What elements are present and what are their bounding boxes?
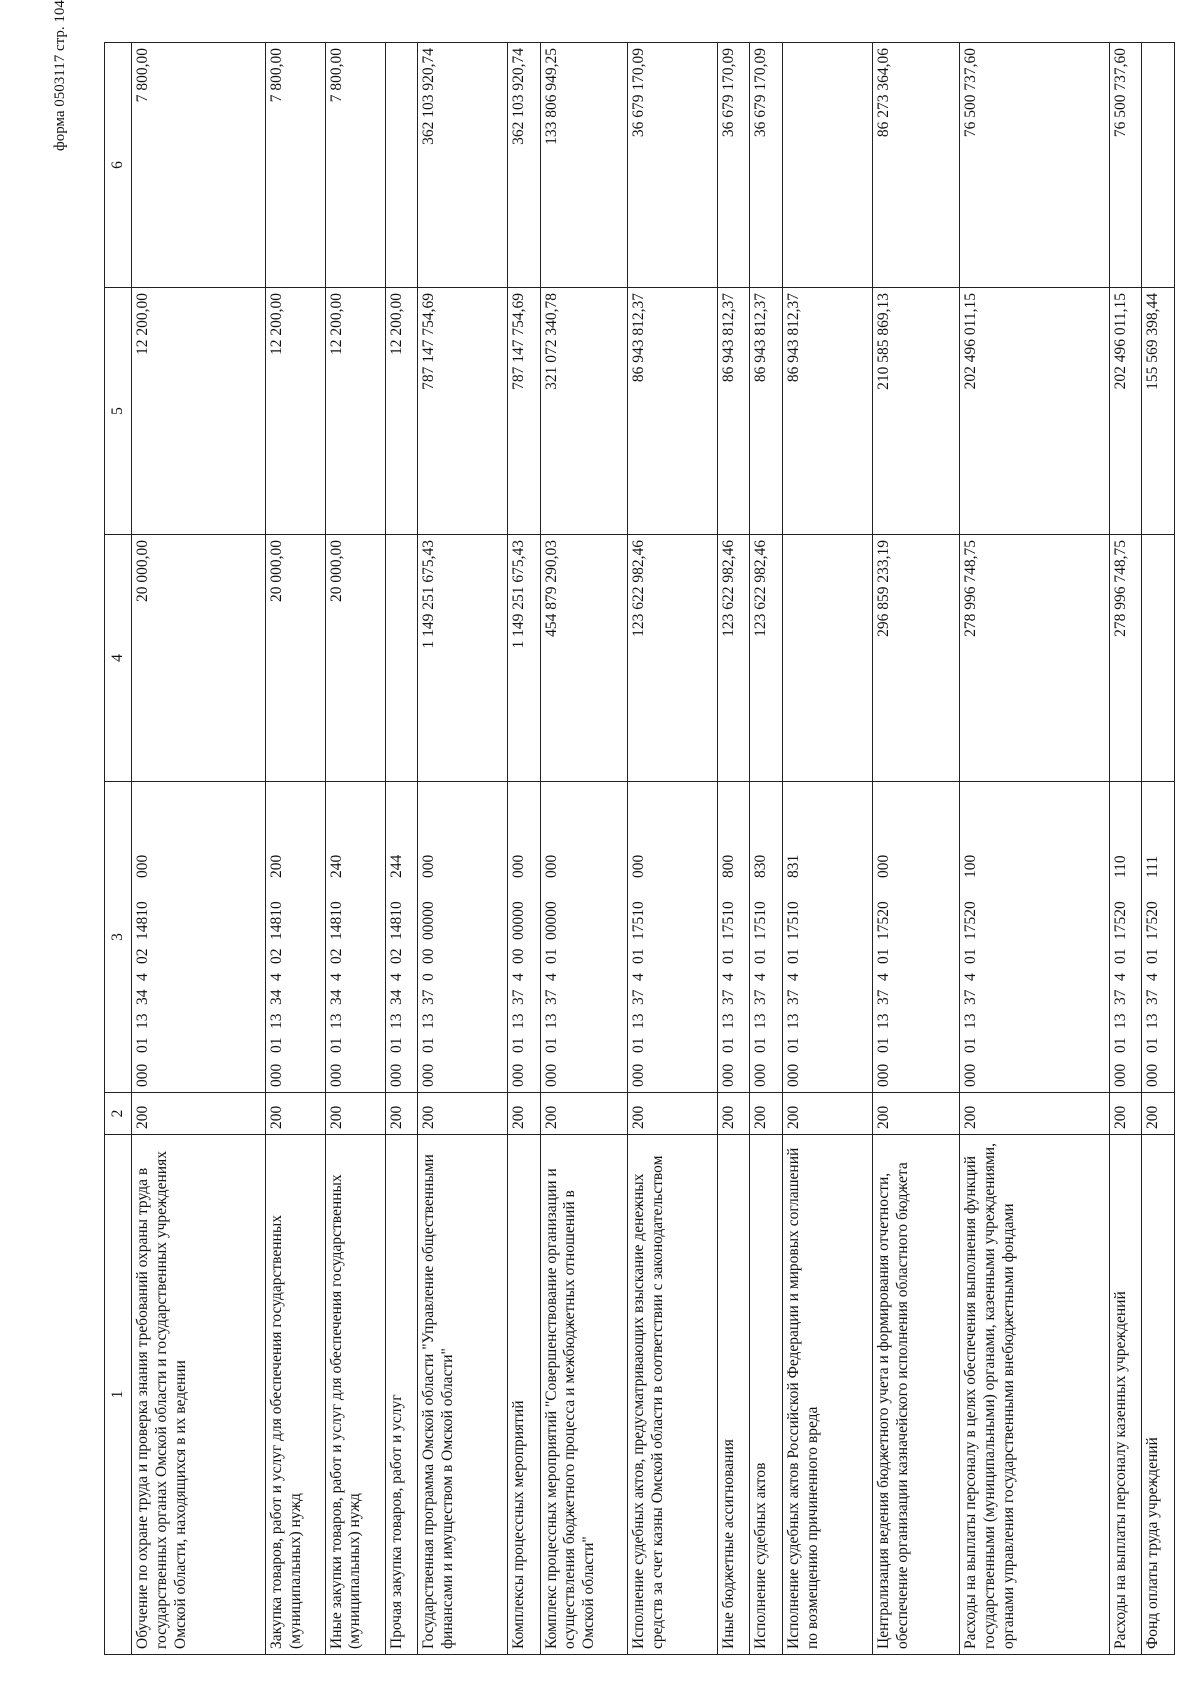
code-segment: 4 [1144,973,1162,981]
table-row [627,43,717,1655]
code-segment: 000 [719,1063,737,1087]
row-unexecuted-amount: 36 679 170,09 [750,43,783,288]
row-unexecuted-amount [1142,43,1175,288]
row-approved-amount: 1 149 251 675,43 [418,535,508,782]
row-name: Комплексы процессных мероприятий [507,1135,540,1655]
code-segment: 01 [874,1037,892,1053]
code-segment: 37 [784,989,802,1005]
code-segment: 000 [509,854,527,878]
code-segment: 000 [327,1063,345,1087]
code-segment: 831 [784,854,802,878]
code-segment: 13 [134,1013,152,1029]
row-line-code: 200 [418,1093,508,1135]
row-unexecuted-amount: 86 273 364,06 [872,43,959,288]
row-name: Иные закупки товаров, работ и услуг для обеспечения государственных (муниципальных) нужд [325,1135,385,1655]
row-unexecuted-amount: 76 500 737,60 [1109,43,1142,288]
code-segment: 01 [719,1037,737,1053]
code-segment: 01 [1144,1037,1162,1053]
row-approved-amount [782,535,872,782]
code-segment: 02 [134,948,152,964]
row-executed-amount: 86 943 812,37 [750,288,783,535]
row-approved-amount: 20 000,00 [265,535,325,782]
code-segment: 000 [1144,1063,1162,1087]
row-name: Комплекс процессных мероприятий "Совершенствование организации и осуществления бюджетного процесса и межбюджетных отношений в Омской области" [540,1135,627,1655]
row-classification-code [385,782,418,1093]
code-segment: 01 [784,1037,802,1053]
code-segment: 13 [629,1013,647,1029]
column-header-3: 3 [105,782,132,1093]
code-segment: 02 [327,948,345,964]
code-segment: 17510 [784,901,802,940]
code-segment: 4 [134,973,152,981]
table-row [1109,43,1142,1655]
row-name: Иные бюджетные ассигнования [717,1135,750,1655]
row-name: Централизация ведения бюджетного учета и формирования отчетности, обеспечение организации казначейского исполнения областного бюджета [872,1135,959,1655]
row-approved-amount: 123 622 982,46 [750,535,783,782]
row-classification-code [265,782,325,1093]
row-name: Исполнение судебных актов, предусматривающих взыскание денежных средств за счет казны Омской области в соответствии с законодательством [627,1135,717,1655]
code-segment: 4 [961,973,979,981]
row-unexecuted-amount [385,43,418,288]
row-unexecuted-amount: 36 679 170,09 [717,43,750,288]
row-name: Расходы на выплаты персоналу казенных учреждений [1109,1135,1142,1655]
code-segment: 14810 [387,901,405,940]
row-classification-code [959,782,1109,1093]
code-segment: 01 [874,948,892,964]
code-segment: 01 [752,948,770,964]
row-approved-amount: 278 996 748,75 [1109,535,1142,782]
row-executed-amount: 787 147 754,69 [507,288,540,535]
row-line-code: 200 [782,1093,872,1135]
row-classification-code [540,782,627,1093]
code-segment: 01 [134,1037,152,1053]
row-executed-amount: 12 200,00 [265,288,325,535]
column-header-2: 2 [105,1093,132,1135]
code-segment: 000 [420,1063,438,1087]
code-segment: 13 [542,1013,560,1029]
row-executed-amount: 86 943 812,37 [782,288,872,535]
code-segment: 01 [961,948,979,964]
row-line-code: 200 [750,1093,783,1135]
code-segment: 4 [719,973,737,981]
code-segment: 000 [874,1063,892,1087]
row-approved-amount: 20 000,00 [325,535,385,782]
column-number-row [105,43,132,1655]
code-segment: 01 [509,1037,527,1053]
row-executed-amount: 12 200,00 [385,288,418,535]
row-executed-amount: 321 072 340,78 [540,288,627,535]
expenditure-table [104,42,1175,1655]
row-classification-code [717,782,750,1093]
row-executed-amount: 202 496 011,15 [1109,288,1142,535]
row-executed-amount: 155 569 398,44 [1142,288,1175,535]
row-executed-amount: 86 943 812,37 [627,288,717,535]
code-segment: 000 [784,1063,802,1087]
code-segment: 4 [629,973,647,981]
row-executed-amount: 210 585 869,13 [872,288,959,535]
code-segment: 01 [961,1037,979,1053]
row-line-code: 200 [507,1093,540,1135]
table-row [540,43,627,1655]
row-classification-code [750,782,783,1093]
code-segment: 14810 [327,901,345,940]
code-segment: 01 [784,948,802,964]
row-executed-amount: 787 147 754,69 [418,288,508,535]
code-segment: 01 [1144,948,1162,964]
code-segment: 000 [387,1063,405,1087]
row-name: Прочая закупка товаров, работ и услуг [385,1135,418,1655]
code-segment: 00000 [420,901,438,940]
row-classification-code [507,782,540,1093]
code-segment: 000 [1111,1063,1129,1087]
row-executed-amount: 12 200,00 [132,288,266,535]
code-segment: 34 [267,989,285,1005]
row-unexecuted-amount: 7 800,00 [132,43,266,288]
row-name: Исполнение судебных актов [750,1135,783,1655]
code-segment: 01 [542,948,560,964]
code-segment: 37 [1111,989,1129,1005]
row-executed-amount: 86 943 812,37 [717,288,750,535]
code-segment: 13 [1111,1013,1129,1029]
code-segment: 000 [509,1063,527,1087]
row-line-code: 200 [959,1093,1109,1135]
code-segment: 00000 [542,901,560,940]
row-name: Государственная программа Омской области "Управление общественными финансами и имуществом в Омской области" [418,1135,508,1655]
code-segment: 01 [267,1037,285,1053]
row-line-code: 200 [1142,1093,1175,1135]
code-segment: 4 [327,973,345,981]
code-segment: 17510 [719,901,737,940]
code-segment: 111 [1144,855,1162,878]
row-approved-amount: 20 000,00 [132,535,266,782]
row-executed-amount: 202 496 011,15 [959,288,1109,535]
row-approved-amount: 296 859 233,19 [872,535,959,782]
code-segment: 000 [629,854,647,878]
row-name: Обучение по охране труда и проверка знания требований охраны труда в государственных органах Омской области и государственных учреждениях Омской области, находящихся в их ведении [132,1135,266,1655]
code-segment: 14810 [267,901,285,940]
row-unexecuted-amount: 7 800,00 [265,43,325,288]
code-segment: 37 [509,989,527,1005]
code-segment: 02 [387,948,405,964]
code-segment: 01 [629,948,647,964]
code-segment: 4 [509,973,527,981]
code-segment: 4 [874,973,892,981]
code-segment: 4 [784,973,802,981]
code-segment: 37 [1144,989,1162,1005]
code-segment: 17520 [961,901,979,940]
row-unexecuted-amount: 362 103 920,74 [507,43,540,288]
column-header-1: 1 [105,1135,132,1655]
row-unexecuted-amount [782,43,872,288]
code-segment: 37 [874,989,892,1005]
code-segment: 4 [752,973,770,981]
row-approved-amount: 123 622 982,46 [717,535,750,782]
code-segment: 13 [1144,1013,1162,1029]
code-segment: 13 [719,1013,737,1029]
code-segment: 00 [420,948,438,964]
row-unexecuted-amount: 7 800,00 [325,43,385,288]
row-executed-amount: 12 200,00 [325,288,385,535]
code-segment: 240 [327,854,345,878]
code-segment: 34 [134,989,152,1005]
table-row [1142,43,1175,1655]
code-segment: 000 [420,854,438,878]
row-unexecuted-amount: 36 679 170,09 [627,43,717,288]
table-row [385,43,418,1655]
row-classification-code [418,782,508,1093]
row-line-code: 200 [385,1093,418,1135]
code-segment: 100 [961,854,979,878]
code-segment: 000 [874,854,892,878]
row-name: Закупка товаров, работ и услуг для обеспечения государственных (муниципальных) нужд [265,1135,325,1655]
column-header-5: 5 [105,288,132,535]
row-classification-code [872,782,959,1093]
code-segment: 4 [267,973,285,981]
row-unexecuted-amount: 76 500 737,60 [959,43,1109,288]
code-segment: 37 [629,989,647,1005]
table-body [105,43,1175,1655]
row-line-code: 200 [1109,1093,1142,1135]
code-segment: 37 [719,989,737,1005]
row-approved-amount: 454 879 290,03 [540,535,627,782]
code-segment: 01 [629,1037,647,1053]
row-approved-amount: 278 996 748,75 [959,535,1109,782]
table-row [717,43,750,1655]
row-approved-amount: 123 622 982,46 [627,535,717,782]
row-line-code: 200 [325,1093,385,1135]
code-segment: 37 [420,989,438,1005]
row-classification-code [627,782,717,1093]
code-segment: 0 [420,973,438,981]
row-unexecuted-amount: 133 806 949,25 [540,43,627,288]
code-segment: 800 [719,854,737,878]
code-segment: 000 [752,1063,770,1087]
row-unexecuted-amount: 362 103 920,74 [418,43,508,288]
code-segment: 34 [327,989,345,1005]
code-segment: 000 [961,1063,979,1087]
row-classification-code [1109,782,1142,1093]
column-header-6: 6 [105,43,132,288]
code-segment: 37 [752,989,770,1005]
table-row [872,43,959,1655]
table-row [782,43,872,1655]
code-segment: 00000 [509,901,527,940]
code-segment: 01 [1111,1037,1129,1053]
row-line-code: 200 [717,1093,750,1135]
row-approved-amount [385,535,418,782]
code-segment: 000 [542,1063,560,1087]
row-classification-code [782,782,872,1093]
code-segment: 01 [542,1037,560,1053]
code-segment: 14810 [134,901,152,940]
form-label: форма 0503117 стр. 104 [52,0,68,151]
row-classification-code [325,782,385,1093]
code-segment: 13 [387,1013,405,1029]
code-segment: 13 [874,1013,892,1029]
code-segment: 17520 [1111,901,1129,940]
code-segment: 000 [134,1063,152,1087]
row-line-code: 200 [627,1093,717,1135]
code-segment: 4 [387,973,405,981]
code-segment: 17520 [1144,901,1162,940]
code-segment: 01 [327,1037,345,1053]
code-segment: 000 [629,1063,647,1087]
code-segment: 17510 [629,901,647,940]
table-row [750,43,783,1655]
code-segment: 244 [387,854,405,878]
code-segment: 01 [1111,948,1129,964]
code-segment: 02 [267,948,285,964]
code-segment: 01 [387,1037,405,1053]
row-approved-amount [1142,535,1175,782]
code-segment: 34 [387,989,405,1005]
code-segment: 00 [509,948,527,964]
table-row [959,43,1109,1655]
code-segment: 01 [420,1037,438,1053]
table-row [507,43,540,1655]
code-segment: 4 [1111,973,1129,981]
code-segment: 01 [752,1037,770,1053]
row-classification-code [132,782,266,1093]
code-segment: 000 [542,854,560,878]
code-segment: 13 [961,1013,979,1029]
table-row [132,43,266,1655]
row-line-code: 200 [540,1093,627,1135]
row-approved-amount: 1 149 251 675,43 [507,535,540,782]
code-segment: 13 [752,1013,770,1029]
code-segment: 4 [542,973,560,981]
row-classification-code [1142,782,1175,1093]
code-segment: 200 [267,854,285,878]
code-segment: 000 [267,1063,285,1087]
row-line-code: 200 [265,1093,325,1135]
code-segment: 13 [784,1013,802,1029]
column-header-4: 4 [105,535,132,782]
code-segment: 37 [961,989,979,1005]
code-segment: 000 [134,854,152,878]
code-segment: 13 [267,1013,285,1029]
table-row [265,43,325,1655]
code-segment: 13 [420,1013,438,1029]
code-segment: 110 [1111,855,1129,878]
code-segment: 17510 [752,901,770,940]
code-segment: 37 [542,989,560,1005]
code-segment: 13 [327,1013,345,1029]
row-name: Расходы на выплаты персоналу в целях обеспечения выполнения функций государственными (муниципальными) органами, казенными учреждениями, органами управления государственными внебюджетными фондами [959,1135,1109,1655]
row-name: Исполнение судебных актов Российской Федерации и мировых соглашений по возмещению причиненного вреда [782,1135,872,1655]
row-line-code: 200 [872,1093,959,1135]
row-line-code: 200 [132,1093,266,1135]
code-segment: 13 [509,1013,527,1029]
code-segment: 17520 [874,901,892,940]
code-segment: 01 [719,948,737,964]
table-row [418,43,508,1655]
row-name: Фонд оплаты труда учреждений [1142,1135,1175,1655]
table-row [325,43,385,1655]
code-segment: 830 [752,854,770,878]
